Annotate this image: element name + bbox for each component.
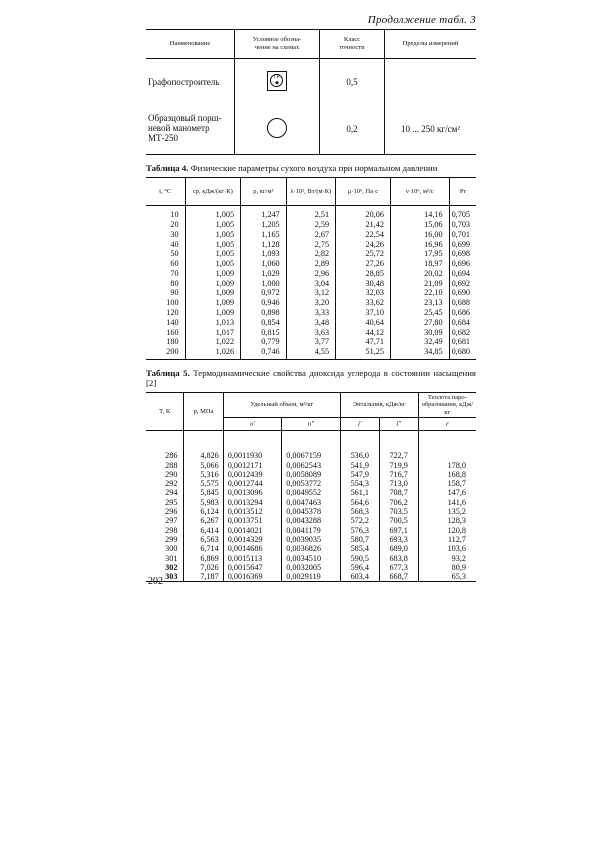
- table5-cell-v2: 0,0053772: [282, 479, 341, 488]
- table3-cell-accuracy: 0,5: [320, 59, 385, 105]
- table5-cell-p: 6,414: [184, 526, 223, 535]
- table4-cell-cp: 1,005: [185, 259, 240, 269]
- table4-cell-rho: 0,779: [241, 337, 287, 347]
- table5-cell-p: 6,124: [184, 507, 223, 516]
- table4-cell-nu: 34,85: [390, 347, 449, 359]
- table3-cell-accuracy: 0,2: [320, 105, 385, 155]
- table4-cell-pr: 0,690: [449, 288, 476, 298]
- table5-header-row: [146, 393, 476, 418]
- table5-cell-t: 302: [165, 562, 178, 572]
- table5-cell-v1: 0,0015113: [223, 554, 282, 563]
- table5-cell-t: 299: [165, 534, 178, 544]
- table4-cell-t: 50: [170, 249, 179, 259]
- table5-cell-t: 286: [165, 451, 178, 461]
- table5-header-h2: i″: [379, 418, 418, 431]
- table3-header-name: Наименование: [146, 30, 235, 59]
- table5-header-t: T, К: [146, 393, 184, 431]
- table5-cell-r: 80,9: [418, 563, 476, 572]
- table4-cell-rho: 1,165: [241, 230, 287, 240]
- table4-cell-pr: 0,680: [449, 347, 476, 359]
- table4-cell-rho: 0,898: [241, 308, 287, 318]
- table-row: [146, 318, 476, 328]
- table4-cell-mu: 40,64: [336, 318, 391, 328]
- table5-cell-v1: 0,0014021: [223, 526, 282, 535]
- table4-cell-pr: 0,688: [449, 298, 476, 308]
- table5-cell-v1: 0,0014686: [223, 544, 282, 553]
- table-row: [146, 526, 476, 535]
- table5-cell-h1: 536,0: [340, 431, 379, 461]
- table-row: [146, 240, 476, 250]
- table4-cell-lambda: 3,48: [286, 318, 335, 328]
- table5-cell-t: 298: [165, 525, 178, 535]
- table5-cell-r: [418, 431, 476, 461]
- table5-cell-v1: 0,0016369: [223, 572, 282, 582]
- table4-cell-rho: 0,746: [241, 347, 287, 359]
- table4-cell-nu: 23,13: [390, 298, 449, 308]
- table5-cell-h2: 697,1: [379, 526, 418, 535]
- table5-cell-h2: 683,8: [379, 554, 418, 563]
- table4-cell-nu: 30,09: [390, 328, 449, 338]
- table5-cell-v2: 0,0039035: [282, 535, 341, 544]
- table5-cell-h1: 590,5: [340, 554, 379, 563]
- table5-cell-h2: 700,5: [379, 516, 418, 525]
- table5-cell-r: 141,6: [418, 498, 476, 507]
- table5-cell-h1: 541,9: [340, 461, 379, 470]
- table4-cell-rho: 0,815: [241, 328, 287, 338]
- table5-header-r: r: [418, 418, 476, 431]
- table4-cell-mu: 32,03: [336, 288, 391, 298]
- table4-cell-cp: 1,005: [185, 240, 240, 250]
- table4-cell-pr: 0,705: [449, 206, 476, 220]
- table5-cell-v1: 0,0012439: [223, 470, 282, 479]
- table4-body: [146, 206, 476, 360]
- table5-cell-v2: 0,0043288: [282, 516, 341, 525]
- table4-cell-rho: 1,060: [241, 259, 287, 269]
- table5-cell-v1: 0,0015647: [223, 563, 282, 572]
- table5-cell-p: 7,187: [184, 572, 223, 582]
- table5-cell-h2: 722,7: [379, 431, 418, 461]
- table4-cell-pr: 0,696: [449, 259, 476, 269]
- table4-cell-pr: 0,703: [449, 220, 476, 230]
- table4-cell-mu: 27,26: [336, 259, 391, 269]
- table5-cell-v2: 0,0029119: [282, 572, 341, 582]
- table5-cell-h2: 713,0: [379, 479, 418, 488]
- table5-cell-p: 6,267: [184, 516, 223, 525]
- table4-cell-pr: 0,701: [449, 230, 476, 240]
- table5-cell-v1: 0,0013751: [223, 516, 282, 525]
- table-row: [146, 479, 476, 488]
- table4-cell-cp: 1,009: [185, 279, 240, 289]
- table5-header-p: p, МПа: [184, 393, 223, 431]
- table5-cell-r: 178,0: [418, 461, 476, 470]
- table4-caption-text: Физические параметры сухого воздуха при нормальном давлении: [190, 163, 438, 173]
- table4-caption: [146, 163, 476, 173]
- table4-cell-cp: 1,009: [185, 298, 240, 308]
- table4-cell-t: 140: [166, 317, 179, 327]
- table5-header-v2: υ″: [282, 418, 341, 431]
- table5-cell-t: 288: [165, 460, 178, 470]
- table4-header-rho: ρ, кг/м³: [241, 178, 287, 206]
- table4-header-cp: cp, кДж/(кг·К): [185, 178, 240, 206]
- table4-cell-rho: 1,000: [241, 279, 287, 289]
- table5-cell-h1: 547,9: [340, 470, 379, 479]
- table-row: [146, 269, 476, 279]
- table-row: [146, 554, 476, 563]
- table4-cell-lambda: 2,67: [286, 230, 335, 240]
- table5-cell-v2: 0,0041179: [282, 526, 341, 535]
- table5-cell-h1: 603,4: [340, 572, 379, 582]
- table3-continuation-label: Продолжение табл. 3: [367, 14, 476, 26]
- table4-cell-pr: 0,686: [449, 308, 476, 318]
- table-row: [146, 328, 476, 338]
- table4-cell-lambda: 2,96: [286, 269, 335, 279]
- table5-cell-p: 6,714: [184, 544, 223, 553]
- table4-cell-cp: 1,005: [185, 230, 240, 240]
- table-row: [146, 488, 476, 497]
- table-row: [146, 347, 476, 359]
- table4-cell-mu: 47,71: [336, 337, 391, 347]
- table5-caption: [146, 368, 476, 388]
- table4-cell-mu: 28,85: [336, 269, 391, 279]
- table4-cell-pr: 0,698: [449, 249, 476, 259]
- table4-cell-pr: 0,694: [449, 269, 476, 279]
- table4-cell-cp: 1,026: [185, 347, 240, 359]
- table5-cell-t: 303: [165, 572, 178, 582]
- table5-cell-h2: 668,7: [379, 572, 418, 582]
- table5-cell-r: 147,6: [418, 488, 476, 497]
- table4-cell-rho: 0,854: [241, 318, 287, 328]
- table5-cell-p: 5,575: [184, 479, 223, 488]
- table5-cell-v2: 0,0049552: [282, 488, 341, 497]
- table3: [146, 29, 476, 155]
- table4-cell-t: 60: [170, 259, 179, 269]
- table4-cell-t: 180: [166, 337, 179, 347]
- table5-cell-p: 7,026: [184, 563, 223, 572]
- table5-cell-h2: 677,3: [379, 563, 418, 572]
- page-number: 202: [148, 576, 163, 587]
- table4-cell-pr: 0,681: [449, 337, 476, 347]
- table4-cell-cp: 1,009: [185, 308, 240, 318]
- table-row: [146, 535, 476, 544]
- table4-cell-pr: 0,692: [449, 279, 476, 289]
- table4-cell-rho: 1,128: [241, 240, 287, 250]
- table4-cell-nu: 25,45: [390, 308, 449, 318]
- table5-caption-text: Термодинамические свойства диоксида углерода в состоянии насыщения [2]: [146, 368, 476, 389]
- table5-cell-v2: 0,0034510: [282, 554, 341, 563]
- table5-header-h1: i′: [340, 418, 379, 431]
- table4-cell-lambda: 3,12: [286, 288, 335, 298]
- table4-cell-cp: 1,022: [185, 337, 240, 347]
- table5-cell-p: 6,563: [184, 535, 223, 544]
- table5-cell-p: 5,983: [184, 498, 223, 507]
- table4-cell-t: 40: [170, 239, 179, 249]
- table-row: [146, 249, 476, 259]
- table5-cell-v2: 0,0045378: [282, 507, 341, 516]
- table5-cell-t: 292: [165, 479, 178, 489]
- table4-cell-t: 30: [170, 229, 179, 239]
- table4-cell-t: 100: [166, 298, 179, 308]
- table-row: [146, 230, 476, 240]
- table4-cell-mu: 21,42: [336, 220, 391, 230]
- table5-cell-t: 301: [165, 553, 178, 563]
- table5-cell-h2: 703,5: [379, 507, 418, 516]
- table5-cell-t: 295: [165, 497, 178, 507]
- table5: [146, 392, 476, 582]
- table3-cell-range: 10 ... 250 кг/см²: [385, 105, 477, 155]
- table5-cell-v1: 0,0011930: [223, 431, 282, 461]
- table4-cell-mu: 37,10: [336, 308, 391, 318]
- table5-cell-p: 5,066: [184, 461, 223, 470]
- table5-header-heat: Теплота паро-образования, кДж/кг: [418, 393, 476, 418]
- table4-header-t: t, °C: [146, 178, 185, 206]
- table5-cell-v1: 0,0012171: [223, 461, 282, 470]
- table4-cell-mu: 24,26: [336, 240, 391, 250]
- table4-cell-t: 90: [170, 288, 179, 298]
- table4-cell-mu: 30,48: [336, 279, 391, 289]
- table3-header-accuracy: Класс точности: [320, 30, 385, 59]
- table5-cell-p: 5,316: [184, 470, 223, 479]
- table5-cell-v1: 0,0014329: [223, 535, 282, 544]
- table3-header-symbol: Условное обозна- чение на схемах: [235, 30, 320, 59]
- table5-cell-v2: 0,0036826: [282, 544, 341, 553]
- table4-cell-mu: 25,72: [336, 249, 391, 259]
- table-row: [146, 470, 476, 479]
- table5-cell-h2: 719,9: [379, 461, 418, 470]
- table-row: [146, 563, 476, 572]
- table5-cell-h1: 554,3: [340, 479, 379, 488]
- table4-cell-nu: 20,02: [390, 269, 449, 279]
- table4-cell-rho: 0,946: [241, 298, 287, 308]
- table4: [146, 177, 476, 360]
- table4-cell-lambda: 4,55: [286, 347, 335, 359]
- table5-cell-r: 158,7: [418, 479, 476, 488]
- table4-cell-nu: 17,95: [390, 249, 449, 259]
- table5-header-volume: Удельный объем, м³/кг: [223, 393, 340, 418]
- table3-cell-symbol: [235, 59, 320, 105]
- table-row: [146, 337, 476, 347]
- table4-cell-cp: 1,017: [185, 328, 240, 338]
- table4-header-pr: Pr: [449, 178, 476, 206]
- table4-cell-nu: 15,06: [390, 220, 449, 230]
- table4-cell-lambda: 2,59: [286, 220, 335, 230]
- table5-cell-h2: 689,0: [379, 544, 418, 553]
- table4-cell-lambda: 2,89: [286, 259, 335, 269]
- table-row: [146, 298, 476, 308]
- table4-cell-nu: 14,16: [390, 206, 449, 220]
- plotter-symbol-icon: ГР ◆: [267, 71, 287, 91]
- table5-cell-p: 4,826: [184, 431, 223, 461]
- table-row: [146, 544, 476, 553]
- table4-cell-cp: 1,005: [185, 206, 240, 220]
- table4-cell-rho: 1,029: [241, 269, 287, 279]
- table4-cell-nu: 32,49: [390, 337, 449, 347]
- table5-cell-v2: 0,0067159: [282, 431, 341, 461]
- table-row: [146, 572, 476, 582]
- table-row: [146, 259, 476, 269]
- table5-cell-v1: 0,0012744: [223, 479, 282, 488]
- table5-cell-t: 296: [165, 507, 178, 517]
- table4-cell-mu: 20,06: [336, 206, 391, 220]
- circle-symbol-icon: [267, 118, 287, 138]
- table4-cell-t: 160: [166, 327, 179, 337]
- table5-cell-h2: 708,7: [379, 488, 418, 497]
- table5-body: [146, 431, 476, 582]
- table-row: [146, 431, 476, 461]
- table4-cell-lambda: 3,33: [286, 308, 335, 318]
- table5-cell-r: 135,2: [418, 507, 476, 516]
- table4-cell-t: 80: [170, 278, 179, 288]
- table5-cell-t: 294: [165, 488, 178, 498]
- table5-cell-v2: 0,0062543: [282, 461, 341, 470]
- table4-cell-lambda: 2,51: [286, 206, 335, 220]
- table5-header-enthalpy: Энтальпия, кДж/кг: [340, 393, 418, 418]
- table4-cell-mu: 22,54: [336, 230, 391, 240]
- table4-cell-rho: 1,093: [241, 249, 287, 259]
- table-row: [146, 288, 476, 298]
- table4-cell-t: 200: [166, 347, 179, 357]
- plotter-symbol-text: ГР: [273, 73, 281, 80]
- table-row: [146, 498, 476, 507]
- table4-cell-mu: 33,62: [336, 298, 391, 308]
- table5-cell-v2: 0,0047463: [282, 498, 341, 507]
- table3-cell-symbol: [235, 105, 320, 155]
- table3-cell-name: Образцовый порш- невой манометр МТ-250: [148, 113, 222, 144]
- page-content: [146, 14, 476, 582]
- table5-cell-h2: 693,3: [379, 535, 418, 544]
- table4-cell-lambda: 3,77: [286, 337, 335, 347]
- table5-cell-v1: 0,0013512: [223, 507, 282, 516]
- table5-cell-r: 65,3: [418, 572, 476, 582]
- table4-cell-nu: 21,09: [390, 279, 449, 289]
- table4-cell-cp: 1,005: [185, 220, 240, 230]
- table5-cell-h1: 596,4: [340, 563, 379, 572]
- table4-cell-nu: 22,10: [390, 288, 449, 298]
- table4-cell-mu: 51,25: [336, 347, 391, 359]
- table5-cell-h2: 706,2: [379, 498, 418, 507]
- table4-cell-lambda: 3,20: [286, 298, 335, 308]
- table5-cell-h1: 564,6: [340, 498, 379, 507]
- table5-cell-h1: 580,7: [340, 535, 379, 544]
- table5-cell-h1: 572,2: [340, 516, 379, 525]
- table5-cell-r: 120,8: [418, 526, 476, 535]
- table4-cell-nu: 27,80: [390, 318, 449, 328]
- table5-cell-r: 103,6: [418, 544, 476, 553]
- table4-cell-nu: 16,00: [390, 230, 449, 240]
- table4-header-nu: ν·10⁶, м²/с: [390, 178, 449, 206]
- table4-cell-t: 70: [170, 268, 179, 278]
- table-row: [146, 461, 476, 470]
- table-row: [146, 516, 476, 525]
- table5-cell-r: 128,3: [418, 516, 476, 525]
- table4-cell-lambda: 2,82: [286, 249, 335, 259]
- table4-cell-pr: 0,699: [449, 240, 476, 250]
- table-row: [146, 507, 476, 516]
- table4-cell-lambda: 3,63: [286, 328, 335, 338]
- table-row: [146, 105, 476, 155]
- table4-cell-mu: 44,12: [336, 328, 391, 338]
- table4-cell-nu: 16,96: [390, 240, 449, 250]
- table5-cell-v2: 0,0032005: [282, 563, 341, 572]
- table-row: [146, 59, 476, 105]
- table4-cell-t: 120: [166, 308, 179, 318]
- table4-caption-label: Таблица 4.: [146, 163, 189, 173]
- table4-cell-pr: 0,684: [449, 318, 476, 328]
- table4-cell-t: 10: [170, 210, 179, 220]
- table5-cell-h2: 716,7: [379, 470, 418, 479]
- table5-cell-h1: 585,4: [340, 544, 379, 553]
- table5-cell-t: 290: [165, 469, 178, 479]
- table4-cell-cp: 1,013: [185, 318, 240, 328]
- table4-cell-rho: 1,205: [241, 220, 287, 230]
- table5-cell-h1: 568,3: [340, 507, 379, 516]
- table4-cell-lambda: 2,75: [286, 240, 335, 250]
- table5-cell-r: 112,7: [418, 535, 476, 544]
- table3-cell-name: Графопостроитель: [148, 76, 220, 87]
- table4-cell-rho: 1,247: [241, 206, 287, 220]
- table4-cell-pr: 0,682: [449, 328, 476, 338]
- table4-cell-cp: 1,005: [185, 249, 240, 259]
- table3-cell-range: [385, 59, 477, 105]
- table5-cell-h1: 561,1: [340, 488, 379, 497]
- table4-cell-cp: 1,009: [185, 288, 240, 298]
- table-row: [146, 279, 476, 289]
- table5-cell-r: 168,8: [418, 470, 476, 479]
- table-row: [146, 308, 476, 318]
- table4-cell-rho: 0,972: [241, 288, 287, 298]
- table3-header-row: [146, 30, 476, 59]
- table4-header-row: [146, 178, 476, 206]
- table4-cell-nu: 18,97: [390, 259, 449, 269]
- table5-cell-p: 5,845: [184, 488, 223, 497]
- table5-cell-h1: 576,3: [340, 526, 379, 535]
- table4-cell-t: 20: [170, 219, 179, 229]
- table5-cell-t: 300: [165, 544, 178, 554]
- table3-header-range: Пределы измерений: [385, 30, 477, 59]
- table5-cell-r: 93,2: [418, 554, 476, 563]
- table5-header-v1: υ′: [223, 418, 282, 431]
- table5-cell-v1: 0,0013294: [223, 498, 282, 507]
- table4-header-lambda: λ·10², Вт/(м·К): [286, 178, 335, 206]
- table5-cell-t: 297: [165, 516, 178, 526]
- table5-cell-p: 6,869: [184, 554, 223, 563]
- table5-cell-v2: 0,0058089: [282, 470, 341, 479]
- table-row: [146, 206, 476, 220]
- table4-cell-cp: 1,009: [185, 269, 240, 279]
- table-row: [146, 220, 476, 230]
- table5-cell-v1: 0,0013096: [223, 488, 282, 497]
- table5-caption-label: Таблица 5.: [146, 368, 190, 379]
- table4-cell-lambda: 3,04: [286, 279, 335, 289]
- table4-header-mu: μ·10⁶, Па·с: [336, 178, 391, 206]
